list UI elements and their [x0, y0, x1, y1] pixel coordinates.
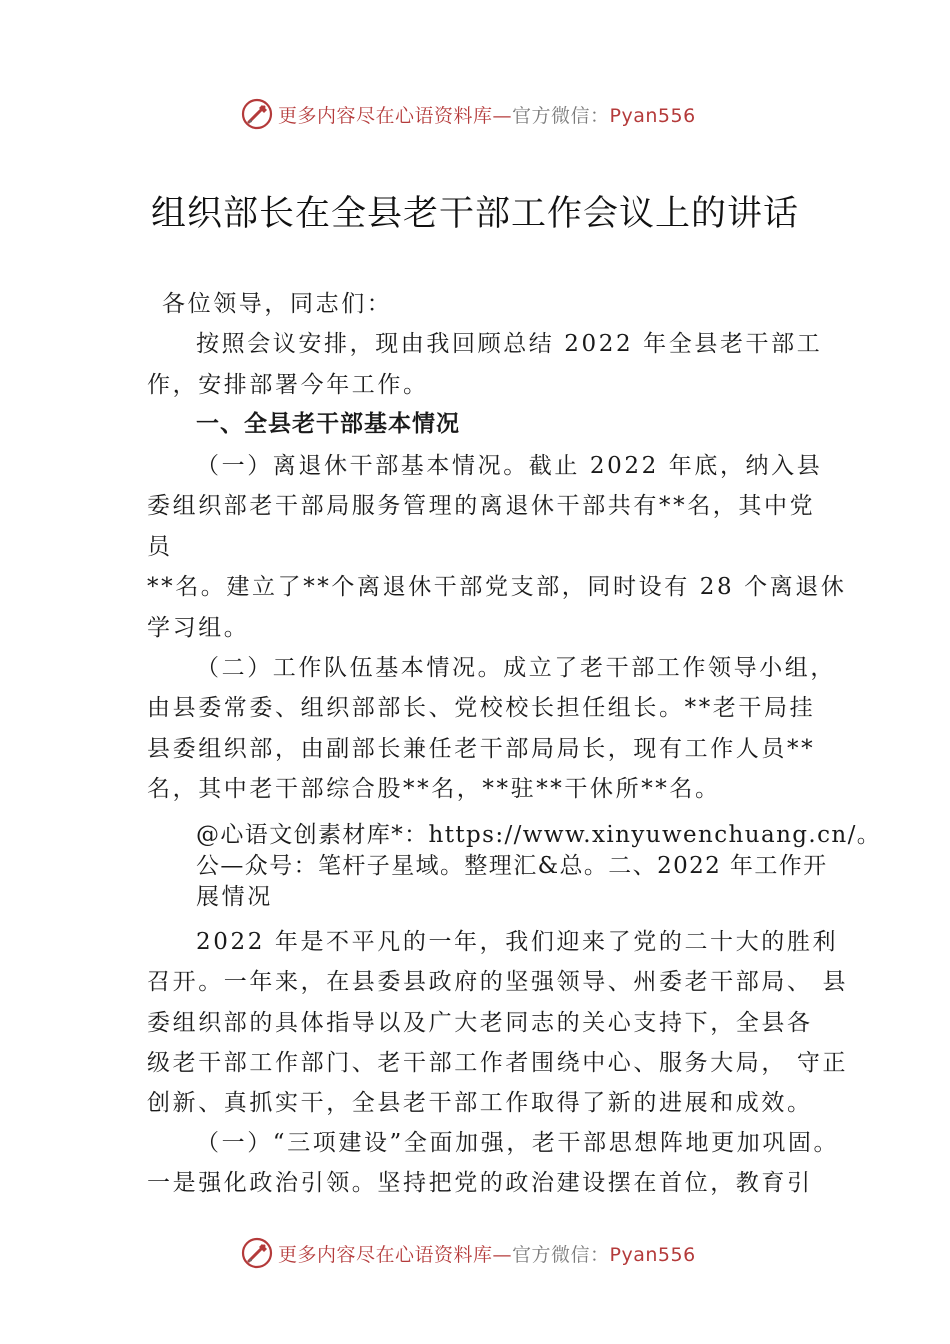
- paragraph-line: 县委组织部，由副部长兼任老干部局局长，现有工作人员**: [147, 736, 816, 762]
- paragraph-line: 名，其中老干部综合股**名，**驻**干休所**名。: [147, 776, 721, 802]
- paragraph-line: 员: [147, 534, 173, 560]
- footer-banner: [240, 1233, 760, 1273]
- section-heading-continuation: 展情况: [196, 884, 273, 910]
- paragraph-line: 由县委常委、组织部部长、党校校长担任组长。**老干局挂: [147, 695, 816, 721]
- banner-wechat-id: Pyan556: [609, 1243, 696, 1266]
- paragraph-line: 一是强化政治引领。坚持把党的政治建设摆在首位，教育引: [147, 1170, 813, 1196]
- banner-wechat-label: 官方微信：: [512, 104, 610, 127]
- paragraph-line: 级老干部工作部门、老干部工作者围绕中心、服务大局， 守正: [147, 1050, 849, 1076]
- paragraph-line: 委组织部的具体指导以及广大老同志的关心支持下，全县各: [147, 1010, 813, 1036]
- paragraph-line: 学习组。: [147, 615, 250, 641]
- salutation: 各位领导，同志们：: [162, 291, 393, 317]
- banner-wechat-label: 官方微信：: [512, 1243, 610, 1266]
- paragraph-line: 作，安排部署今年工作。: [147, 372, 429, 398]
- banner-dash: —: [492, 104, 513, 127]
- paragraph-line: （一）离退休干部基本情况。截止 2022 年底，纳入县: [196, 453, 823, 479]
- document-title: 组织部长在全县老干部工作会议上的讲话: [150, 194, 799, 234]
- paragraph-line: 创新、真抓实干，全县老干部工作取得了新的进展和成效。: [147, 1090, 813, 1116]
- banner-main-text: 更多内容尽在心语资料库: [278, 104, 493, 127]
- banner-main-text: 更多内容尽在心语资料库: [278, 1243, 493, 1266]
- paragraph-line: 2022 年是不平凡的一年，我们迎来了党的二十大的胜利: [196, 929, 839, 955]
- banner-text: [278, 1240, 696, 1267]
- paragraph-line: 委组织部老干部局服务管理的离退休干部共有**名，其中党: [147, 493, 816, 519]
- section-heading: 一、全县老干部基本情况: [196, 411, 460, 437]
- paragraph-line: 召开。一年来，在县委县政府的坚强领导、州委老干部局、 县: [147, 969, 849, 995]
- paragraph-line: 按照会议安排，现由我回顾总结 2022 年全县老干部工: [196, 331, 823, 357]
- paragraph-line: （二）工作队伍基本情况。成立了老干部工作领导小组，: [196, 655, 836, 681]
- watermark-line: 公—众号：笔杆子星域。整理汇&总。二、2022 年工作开: [196, 853, 828, 879]
- watermark-line: @心语文创素材库*：https://www.xinyuwenchuang.cn/。: [196, 822, 882, 848]
- paragraph-line: （一）“三项建设”全面加强，老干部思想阵地更加巩固。: [196, 1130, 840, 1156]
- banner-dash: —: [492, 1243, 513, 1266]
- banner-wechat-id: Pyan556: [609, 104, 696, 127]
- pen-logo-icon: [240, 1236, 274, 1270]
- banner-text: [278, 101, 696, 128]
- header-banner: [240, 94, 760, 134]
- pen-logo-icon: [240, 97, 274, 131]
- paragraph-line: **名。建立了**个离退休干部党支部，同时设有 28 个离退休: [147, 574, 847, 600]
